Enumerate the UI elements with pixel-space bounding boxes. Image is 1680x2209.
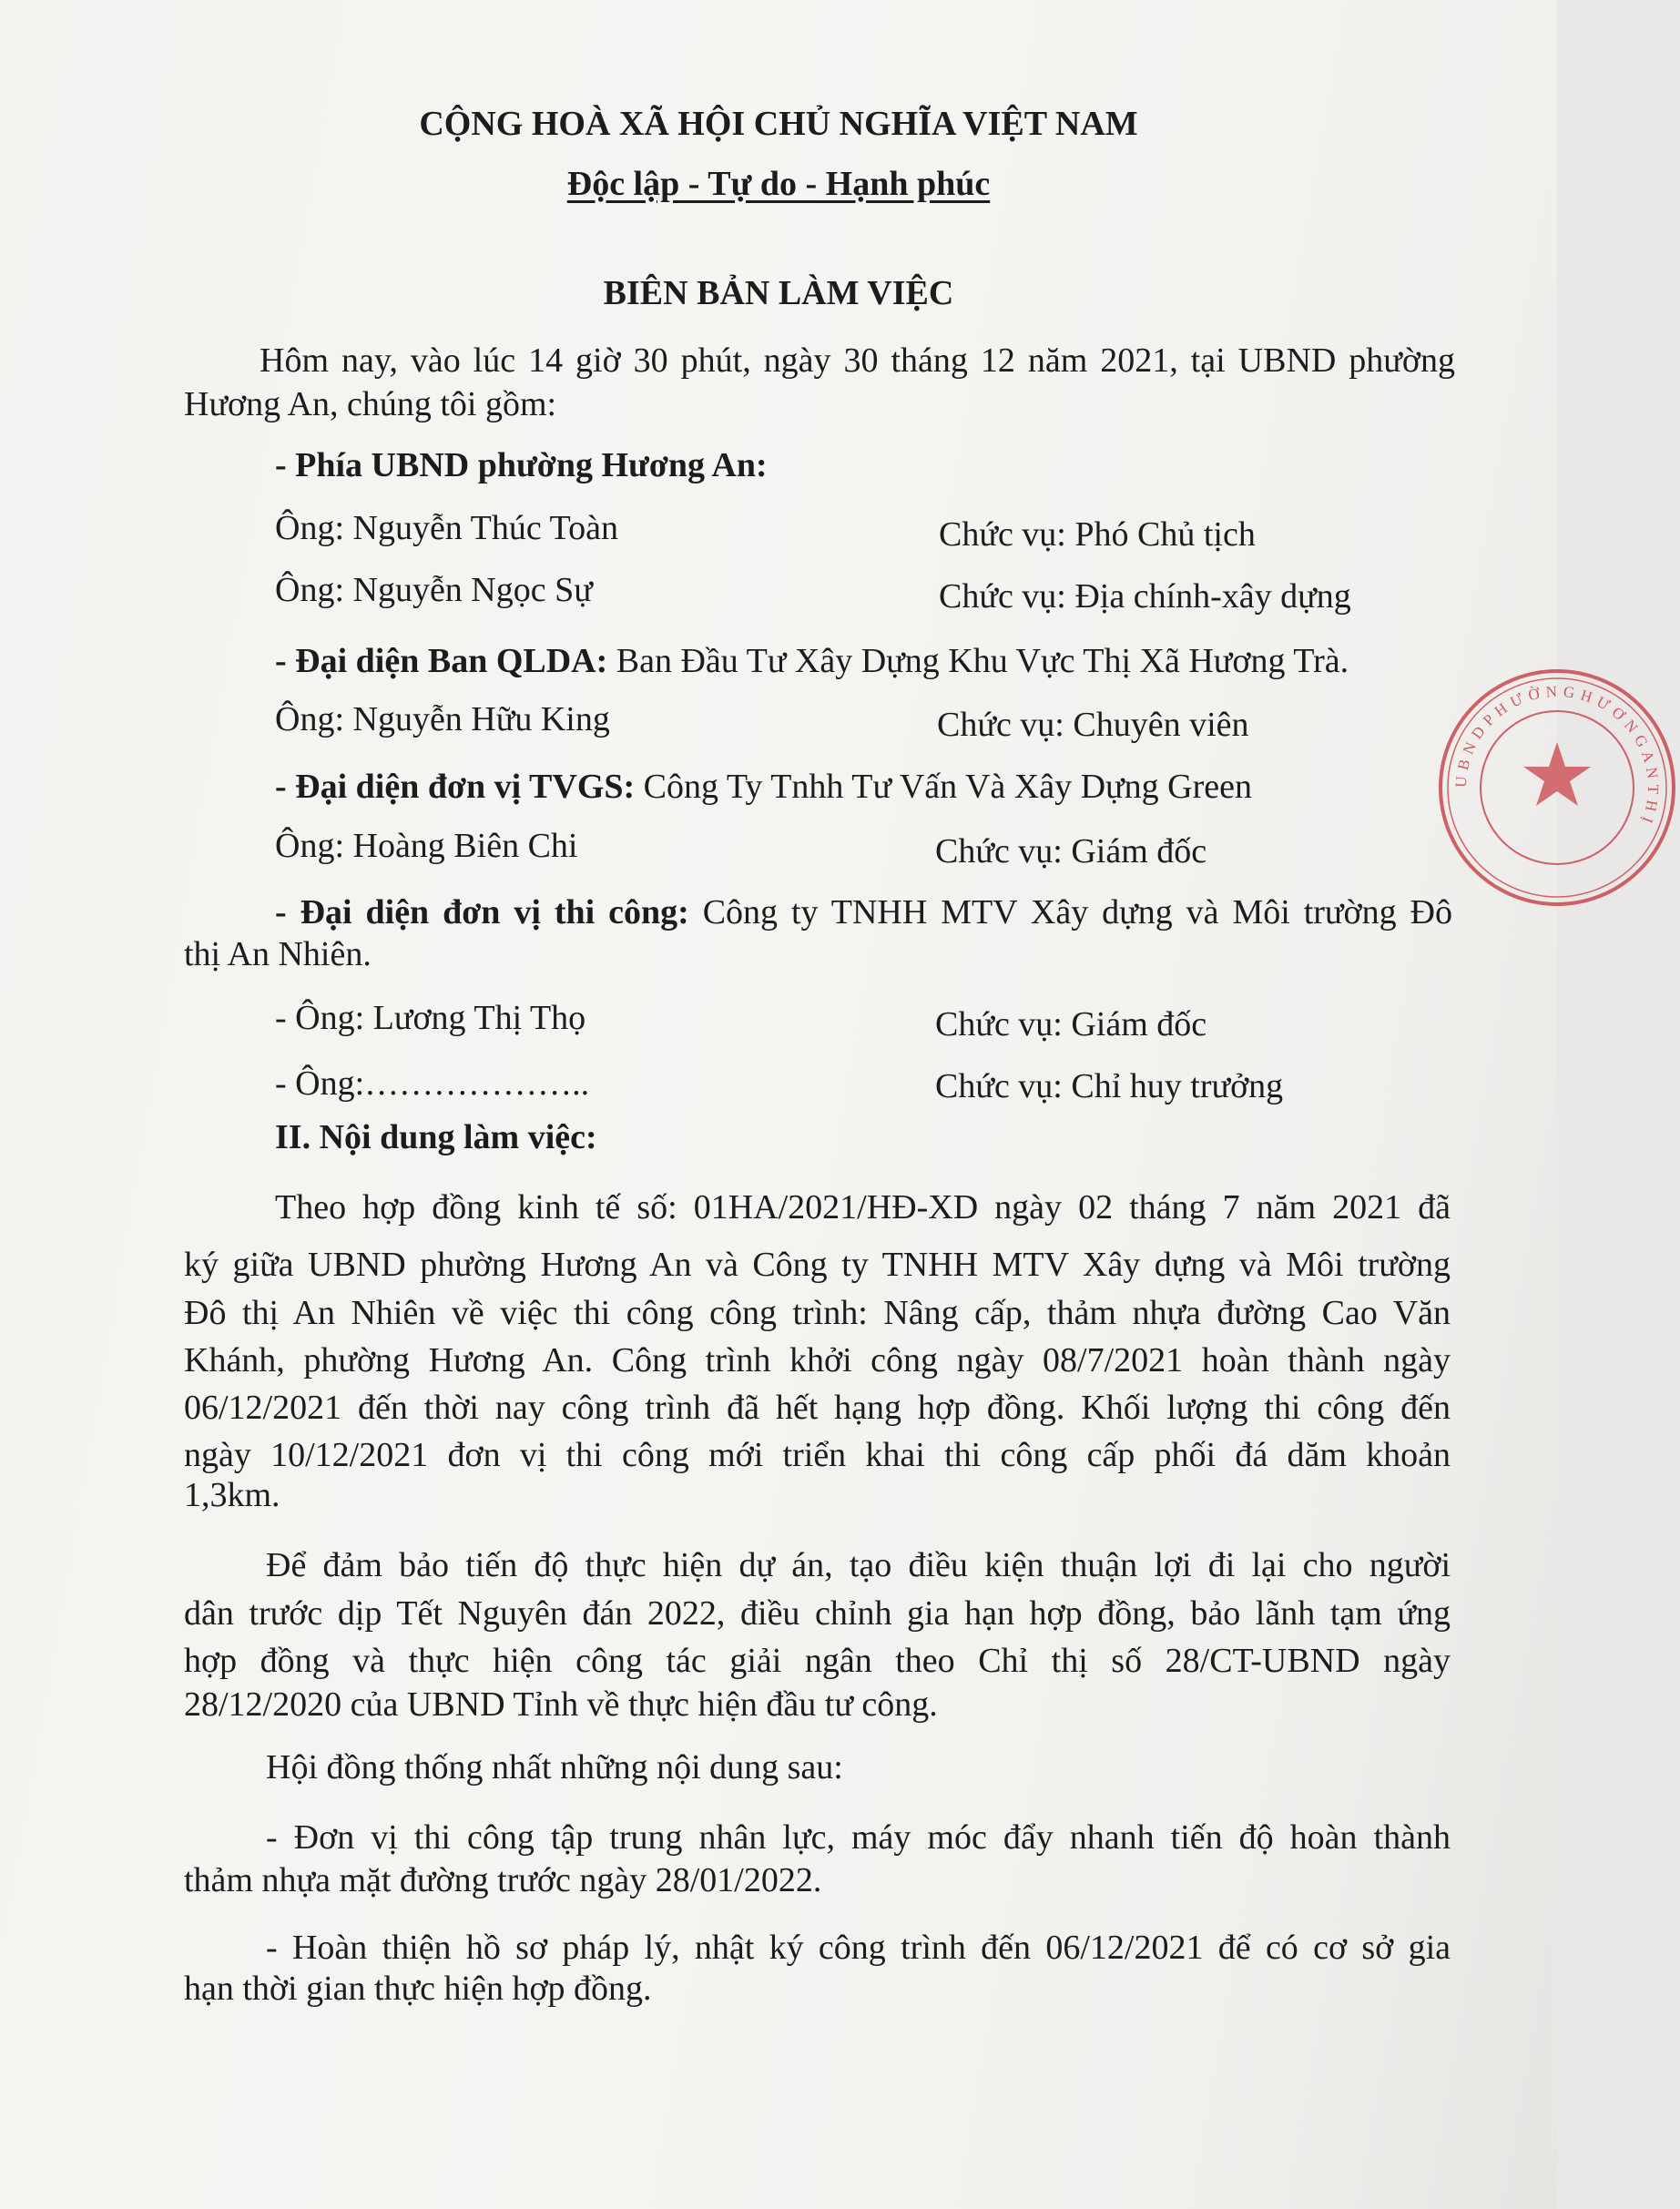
tvgs-label: - Đại diện đơn vị TVGS: <box>275 768 636 806</box>
qlda-org: Ban Đầu Tư Xây Dựng Khu Vực Thị Xã Hương Trà. <box>607 642 1349 680</box>
document-title: BIÊN BẢN LÀM VIỆC <box>603 274 954 312</box>
contractor-label: - Đại diện đơn vị thi công: <box>275 893 689 931</box>
ubnd-heading: - Phía UBND phường Hương An: <box>275 446 768 484</box>
item1-line: - Đơn vị thi công tập trung nhân lực, máy móc đẩy nhanh tiến độ hoàn thành <box>266 1818 1451 1857</box>
para2-line: hợp đồng và thực hiện công tác giải ngân theo Chỉ thị số 28/CT-UBND ngày <box>184 1642 1451 1680</box>
section-2-heading: II. Nội dung làm việc: <box>275 1118 597 1156</box>
para1-line: 1,3km. <box>184 1476 280 1514</box>
member-name: Ông: Nguyễn Thúc Toàn <box>275 509 618 547</box>
member-name: Ông: Hoàng Biên Chi <box>275 827 578 865</box>
member-name: - Ông:……………….. <box>275 1064 590 1103</box>
para2-line: 28/12/2020 của UBND Tỉnh về thực hiện đầu tư công. <box>184 1685 938 1724</box>
contractor-org: Công ty TNHH MTV Xây dựng và Môi trường Đô <box>688 893 1452 931</box>
para1-line: Theo hợp đồng kinh tế số: 01HA/2021/HĐ-XD ngày 02 tháng 7 năm 2021 đã <box>275 1188 1451 1227</box>
member-name: Ông: Nguyễn Ngọc Sự <box>275 571 593 609</box>
item2-line: - Hoàn thiện hồ sơ pháp lý, nhật ký công trình đến 06/12/2021 để có cơ sở gia <box>266 1929 1451 1967</box>
tvgs-org: Công Ty Tnhh Tư Vấn Và Xây Dựng Green <box>635 768 1252 806</box>
intro-line-1: Hôm nay, vào lúc 14 giờ 30 phút, ngày 30 tháng 12 năm 2021, tại UBND phường <box>260 341 1455 380</box>
intro-line-2: Hương An, chúng tôi gồm: <box>184 385 557 423</box>
member-role: Chức vụ: Chuyên viên <box>937 706 1249 744</box>
para1-line: ngày 10/12/2021 đơn vị thi công mới triển khai thi công cấp phối đá dăm khoản <box>184 1436 1451 1474</box>
tvgs-line <box>275 765 1252 809</box>
para1-line: 06/12/2021 đến thời nay công trình đã hết hạng hợp đồng. Khối lượng thi công đến <box>184 1389 1451 1427</box>
qlda-line <box>275 639 1349 683</box>
para2-line: dân trước dịp Tết Nguyên đán 2022, điều chỉnh gia hạn hợp đồng, bảo lãnh tạm ứng <box>184 1594 1451 1633</box>
para3-line: Hội đồng thống nhất những nội dung sau: <box>266 1748 843 1787</box>
para1-line: Khánh, phường Hương An. Công trình khởi công ngày 08/7/2021 hoàn thành ngày <box>184 1341 1451 1379</box>
member-name: - Ông: Lương Thị Thọ <box>275 999 586 1037</box>
contractor-line <box>275 891 1452 934</box>
para2-line: Để đảm bảo tiến độ thực hiện dự án, tạo điều kiện thuận lợi đi lại cho người <box>266 1546 1451 1584</box>
para1-line: Đô thị An Nhiên về việc thi công công trình: Nâng cấp, thảm nhựa đường Cao Văn <box>184 1294 1451 1332</box>
member-role: Chức vụ: Giám đốc <box>935 1005 1207 1043</box>
member-role: Chức vụ: Địa chính-xây dựng <box>939 577 1351 616</box>
contractor-org-cont: thị An Nhiên. <box>184 935 372 973</box>
member-role: Chức vụ: Giám đốc <box>935 832 1207 870</box>
official-seal-stamp <box>1434 665 1680 911</box>
para1-line: ký giữa UBND phường Hương An và Công ty TNHH MTV Xây dựng và Môi trường <box>184 1246 1451 1284</box>
national-title: CỘNG HOÀ XÃ HỘI CHỦ NGHĨA VIỆT NAM <box>419 105 1138 143</box>
member-role: Chức vụ: Chỉ huy trưởng <box>935 1067 1284 1105</box>
item1-line: thảm nhựa mặt đường trước ngày 28/01/2022. <box>184 1861 822 1899</box>
item2-line: hạn thời gian thực hiện hợp đồng. <box>184 1970 652 2008</box>
member-role: Chức vụ: Phó Chủ tịch <box>939 515 1256 554</box>
motto: Độc lập - Tự do - Hạnh phúc <box>566 165 991 203</box>
seal-text: U B N D P H Ư Ờ N G H Ư Ơ N G A N T H Ị <box>1451 682 1663 827</box>
member-name: Ông: Nguyễn Hữu King <box>275 700 610 738</box>
qlda-label: - Đại diện Ban QLDA: <box>275 642 608 680</box>
